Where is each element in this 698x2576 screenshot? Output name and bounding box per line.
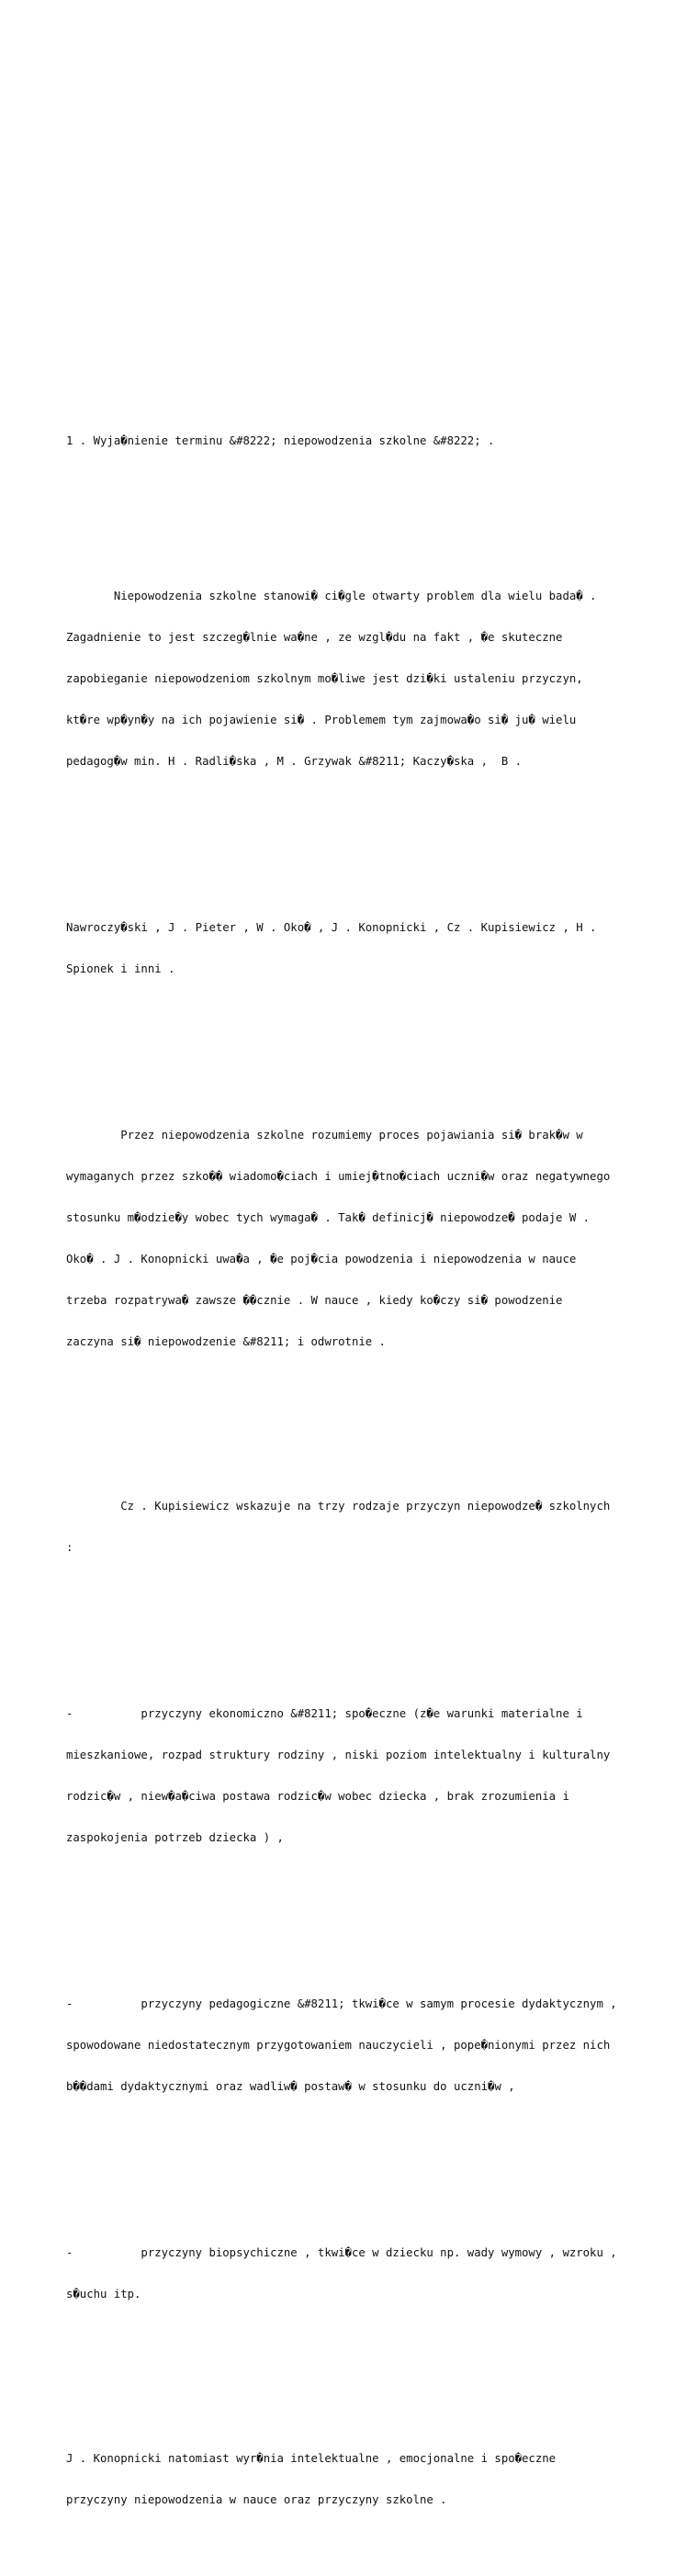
text-line: trzeba rozpatrywa� zawsze ��cznie . W nauce , kiedy ko�czy si� powodzenie: [66, 1294, 563, 1307]
text-line: przyczyny niepowodzenia w nauce oraz przyczyny szkolne .: [66, 2493, 447, 2506]
spacer: [66, 1045, 654, 1060]
text-line: pedagog�w min. H . Radli�ska , M . Grzywak &#8211; Kaczy�ska , B .: [66, 755, 523, 768]
spacer: [66, 489, 654, 521]
text-line: b��dami dydaktycznymi oraz wadliw� postaw� w stosunku do uczni�w ,: [66, 2080, 515, 2093]
text-line: Spionek i inni .: [66, 962, 175, 975]
list-item-pedagogical: [66, 1970, 654, 2121]
text-line: - przyczyny pedagogiczne &#8211; tkwi�ce w samym procesie dydaktycznym ,: [66, 1997, 617, 2010]
text-line: J . Konopnicki natomiast wyr�nia intelektualne , emocjonalne i spo�eczne: [66, 2452, 557, 2465]
spacer: [66, 2370, 654, 2383]
text-line: mieszkaniowe, rozpad struktury rodziny , niski poziom intelektualny i kulturalny: [66, 1749, 611, 1761]
text-line: wymaganych przez szko�� wiadomo�ciach i umiej�tno�ciach uczni�w oraz negatywnego: [66, 1170, 611, 1183]
text-line: zaczyna si� niepowodzenie &#8211; i odwrotnie .: [66, 1335, 386, 1348]
section-heading: 1 . Wyja�nienie terminu &#8222; niepowodzenia szkolne &#8222; .: [66, 434, 495, 447]
paragraph-authors: [66, 894, 654, 1004]
text-line: stosunku m�odzie�y wobec tych wymaga� . Tak� definicj� niepowodze� podaje W .: [66, 1211, 591, 1224]
text-line: - przyczyny ekonomiczno &#8211; spo�eczne (z�e warunki materialne i: [66, 1707, 583, 1720]
text-line: spowodowane niedostatecznym przygotowaniem nauczycieli , pope�nionymi przez nich: [66, 2039, 611, 2052]
document-body: [66, 393, 654, 2576]
spacer: [66, 838, 654, 852]
text-line: kt�re wp�yn�y na ich pojawienie si� . Problemem tym zajmowa�o si� ju� wielu: [66, 714, 577, 726]
text-line: :: [66, 1541, 73, 1554]
spacer: [66, 1914, 654, 1929]
text-line: - przyczyny biopsychiczne , tkwi�ce w dziecku np. wady wymowy , wzroku ,: [66, 2246, 617, 2259]
list-item-economic: [66, 1680, 654, 1873]
text-line: s�uchu itp.: [66, 2288, 141, 2300]
text-line: Przez niepowodzenia szkolne rozumiemy proces pojawiania si� brak�w w: [66, 1129, 583, 1142]
spacer: [66, 1624, 654, 1638]
text-line: Cz . Kupisiewicz wskazuje na trzy rodzaje przyczyn niepowodze� szkolnych: [66, 1500, 611, 1513]
text-line: zapobieganie niepowodzeniom szkolnym mo�liwe jest dzi�ki ustaleniu przyczyn,: [66, 672, 583, 685]
text-line: rodzic�w , niew�a�ciwa postawa rodzic�w wobec dziecka , brak zrozumienia i: [66, 1790, 569, 1803]
text-line: Oko� . J . Konopnicki uwa�a , �e poj�cia powodzenia i niepowodzenia w nauce: [66, 1253, 577, 1266]
paragraph-causes-intro: [66, 1472, 654, 1582]
text-line: Niepowodzenia szkolne stanowi� ci�gle otwarty problem dla wielu bada� .: [66, 590, 597, 602]
text-line: Nawroczy�ski , J . Pieter , W . Oko� , J . Konopnicki , Cz . Kupisiewicz , H .: [66, 921, 597, 934]
paragraph-konopnicki: [66, 2424, 654, 2535]
paragraph-definition: [66, 1101, 654, 1377]
spacer: [66, 1418, 654, 1431]
spacer: [66, 2163, 654, 2177]
text-line: Zagadnienie to jest szczeg�lnie wa�ne , ze wzgl�du na fakt , �e skuteczne: [66, 631, 563, 644]
list-item-biopsychic: [66, 2219, 654, 2329]
text-line: zaspokojenia potrzeb dziecka ) ,: [66, 1831, 284, 1844]
paragraph-intro: [66, 562, 654, 796]
